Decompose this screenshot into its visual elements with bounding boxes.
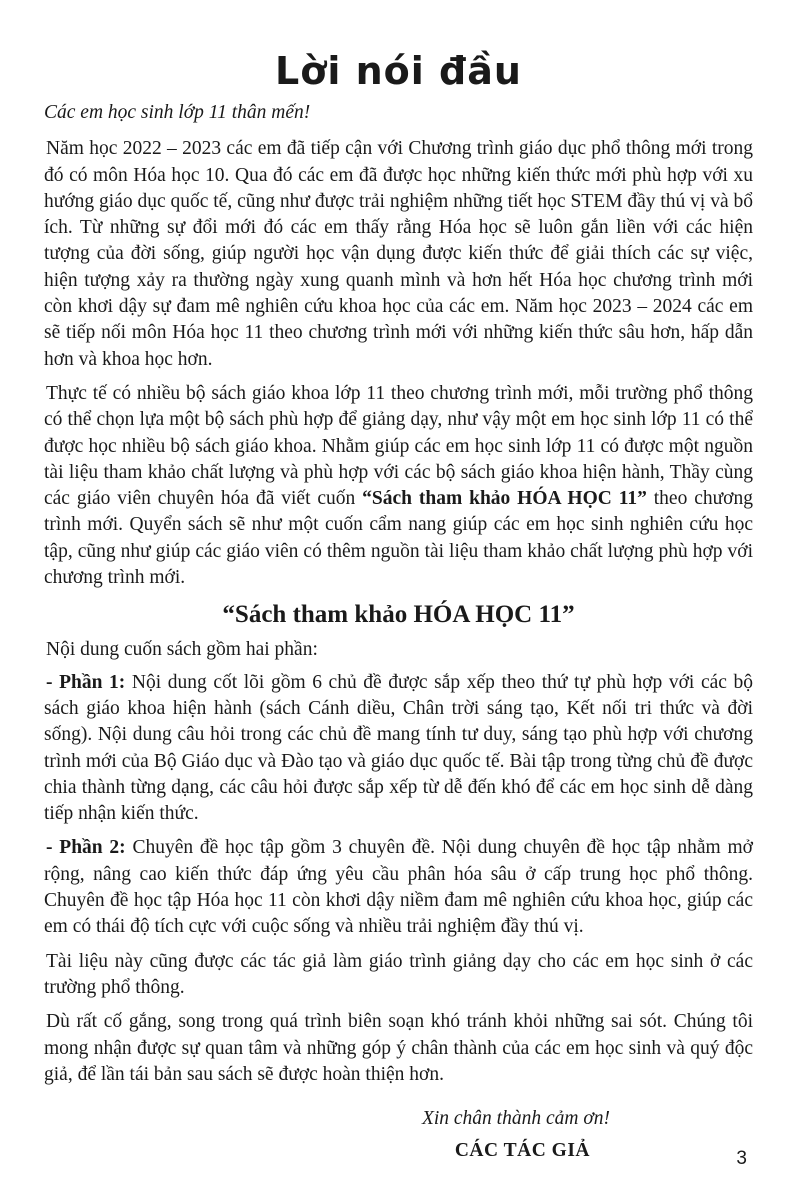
thanks-line: Xin chân thành cảm ơn! <box>421 1108 610 1130</box>
part-1-text: Nội dung cốt lõi gồm 6 chủ đề được sắp xếp theo thứ tự phù hợp với các bộ sách giáo khoa hiện hành (sách Cánh diều, Chân trời sáng tạo, Kết nối tri thức và đời sống). Nội dung câu hỏi trong các chủ đề mang tính tư duy, sáng tạo phù hợp với chương trình mới của Bộ Giáo dục và Đào tạo và giáo dục quốc tế. Bài tập trong từng chủ đề được chia thành từng dạng, các câu hỏi được sắp xếp từ dễ đến khó để các em học sinh dễ dàng tiếp nhận kiến thức. <box>44 671 754 825</box>
intro-paragraph-2-start: Thực tế có nhiều bộ sách giáo khoa lớp 11 theo chương trình mới, mỗi trường phổ thông có thể chọn lựa một bộ sách phù hợp để giảng dạy, như vậy một em học sinh lớp 11 có thể được học nhiều bộ sách giáo khoa. Nhằm giúp các em học sinh lớp 11 có được một nguồn tài liệu tham khảo chất lượng và phù hợp với các bộ sách giáo khoa hiện hành, Thầy cùng các giáo viên chuyên hóa đã viết cuốn <box>44 382 753 510</box>
authors-line: CÁC TÁC GIẢ <box>454 1140 590 1162</box>
intro-paragraph-2 <box>44 381 753 591</box>
closing-paragraph-1: Tài liệu này cũng được các tác giả làm giáo trình giảng dạy cho các em học sinh ở các trường phổ thông. <box>44 950 753 998</box>
page-number: 3 <box>736 1147 747 1169</box>
book-title-heading: “Sách tham khảo HÓA HỌC 11” <box>222 601 575 629</box>
page-title: Lời nói đầu <box>275 49 522 93</box>
part-2-paragraph <box>44 835 753 940</box>
intro-paragraph-1: Năm học 2022 – 2023 các em đã tiếp cận với Chương trình giáo dục phổ thông mới trong đó có môn Hóa học 10. Qua đó các em đã được học những kiến thức mới phù hợp với xu hướng giáo dục quốc tế, cũng như được trải nghiệm những tiết học STEM đầy thú vị và bổ ích. Từ những sự đổi mới đó các em thấy rằng Hóa học sẽ luôn gắn liền với các hiện tượng của đời sống, giúp người học vận dụng được kiến thức để giải thích các sự việc, hiện tượng xảy ra thường ngày xung quanh mình và hơn hết Hóa học chương trình mới còn khơi dậy sự đam mê nghiên cứu khoa học của các em. Năm học 2023 – 2024 các em sẽ tiếp nối môn Hóa học 11 theo chương trình mới với những kiến thức sâu hơn, hấp dẫn hơn và khoa học hơn. <box>44 138 753 370</box>
part-1-label: - Phần 1: <box>46 671 126 693</box>
intro-paragraph-2-end: theo chương trình mới. Quyển sách sẽ như một cuốn cẩm nang giúp các em học sinh nghiên cứu học tập, cũng như giúp các giáo viên có thêm nguồn tài liệu tham khảo chất lượng phù hợp với chương trình mới. <box>44 488 753 589</box>
closing-paragraph-2: Dù rất cố gắng, song trong quá trình biên soạn khó tránh khỏi những sai sót. Chúng tôi mong nhận được sự quan tâm và những góp ý chân thành của các em học sinh và quý độc giả, để lần tái bản sau sách sẽ được hoàn thiện hơn. <box>44 1011 753 1085</box>
part-2-text: Chuyên đề học tập gồm 3 chuyên đề. Nội dung chuyên đề học tập nhằm mở rộng, nâng cao kiến thức đáp ứng yêu cầu phân hóa sâu ở cấp trung học phổ thông. Chuyên đề học tập Hóa học 11 còn khơi dậy niềm đam mê nghiên cứu khoa học, giúp các em có thái độ tích cực với cuộc sống và nhiều trải nghiệm đầy thú vị. <box>44 837 753 938</box>
greeting: Các em học sinh lớp 11 thân mến! <box>44 102 311 123</box>
part-2-label: - Phần 2: <box>46 837 126 859</box>
book-title-inline: “Sách tham khảo HÓA HỌC 11” <box>362 488 647 510</box>
signature-block <box>44 1104 753 1166</box>
contents-intro: Nội dung cuốn sách gồm hai phần: <box>46 639 318 661</box>
part-1-paragraph <box>44 670 753 828</box>
